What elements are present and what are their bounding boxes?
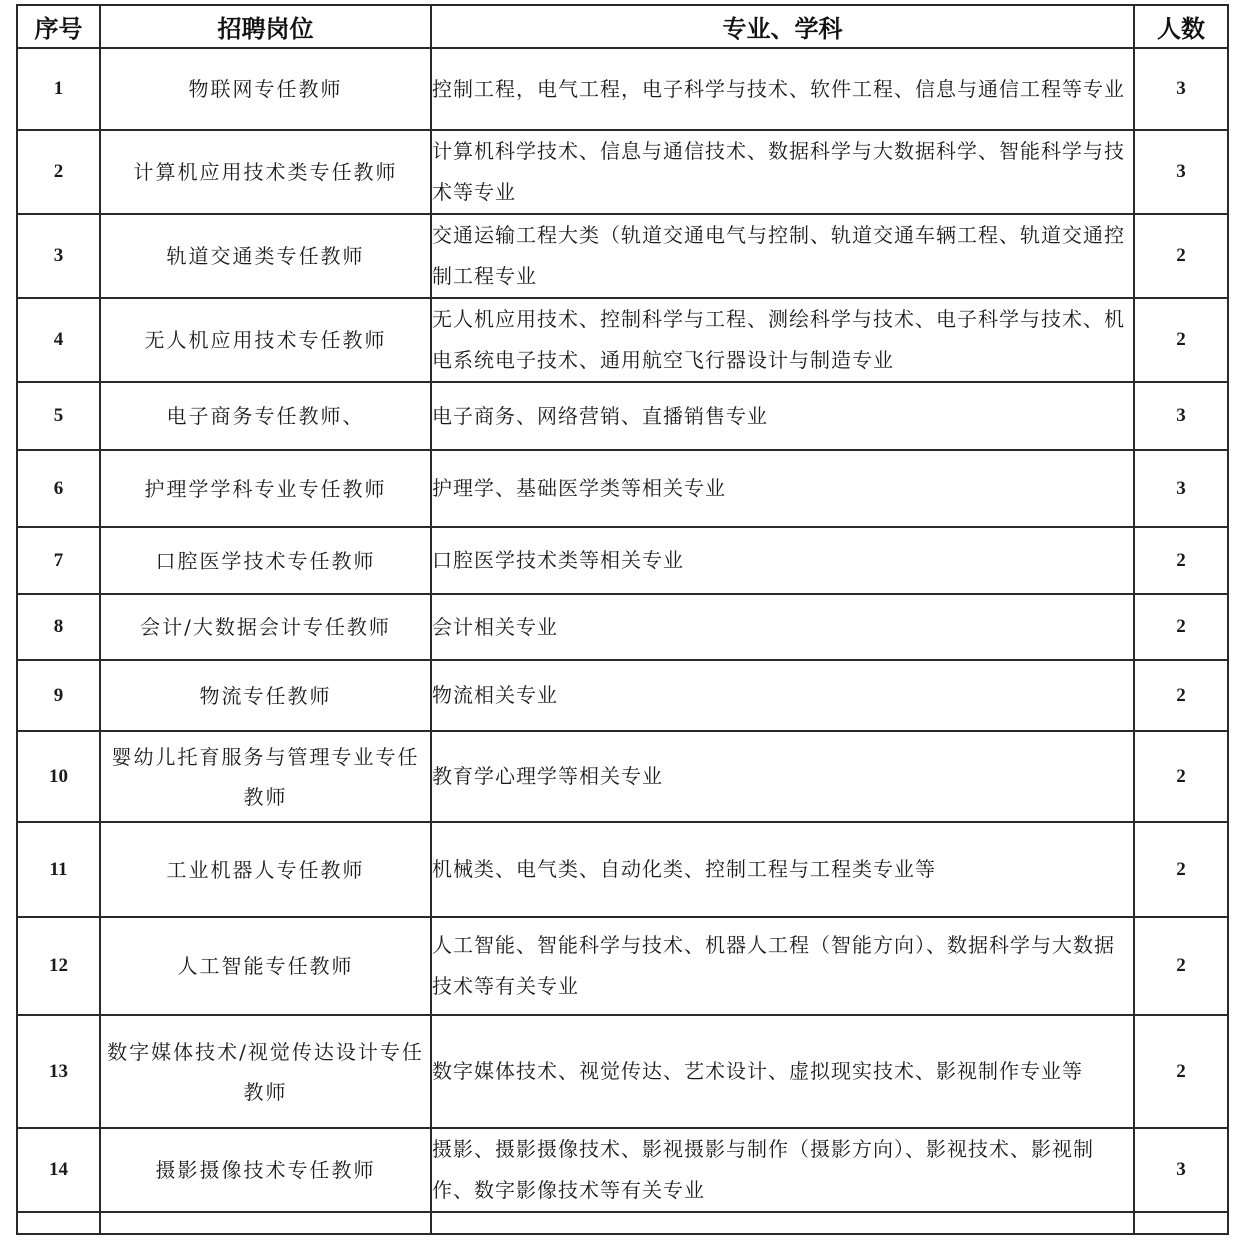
table-body	[17, 48, 1228, 1234]
table-row-continuation	[17, 1212, 1228, 1234]
row-number: 5	[17, 382, 100, 450]
row-number: 14	[17, 1128, 100, 1212]
count-cell: 2	[1134, 527, 1228, 594]
major-cell: 电子商务、网络营销、直播销售专业	[431, 382, 1134, 450]
position-cell: 轨道交通类专任教师	[100, 214, 431, 298]
table-row	[17, 450, 1228, 527]
position-cell: 婴幼儿托育服务与管理专业专任教师	[100, 731, 431, 822]
header-row	[17, 5, 1228, 48]
empty-cell	[431, 1212, 1134, 1234]
major-cell: 口腔医学技术类等相关专业	[431, 527, 1134, 594]
table-row	[17, 822, 1228, 917]
position-cell: 数字媒体技术/视觉传达设计专任教师	[100, 1015, 431, 1128]
count-cell: 2	[1134, 917, 1228, 1015]
row-number: 1	[17, 48, 100, 130]
major-cell: 交通运输工程大类（轨道交通电气与控制、轨道交通车辆工程、轨道交通控制工程专业	[431, 214, 1134, 298]
table-row	[17, 917, 1228, 1015]
row-number: 2	[17, 130, 100, 214]
header-position: 招聘岗位	[100, 5, 431, 48]
position-cell: 会计/大数据会计专任教师	[100, 594, 431, 660]
position-cell: 护理学学科专业专任教师	[100, 450, 431, 527]
row-number: 13	[17, 1015, 100, 1128]
recruitment-table	[16, 4, 1229, 1235]
row-number: 8	[17, 594, 100, 660]
row-number: 11	[17, 822, 100, 917]
row-number: 7	[17, 527, 100, 594]
table-row	[17, 731, 1228, 822]
major-cell: 人工智能、智能科学与技术、机器人工程（智能方向）、数据科学与大数据技术等有关专业	[431, 917, 1134, 1015]
row-number: 9	[17, 660, 100, 731]
position-cell: 物联网专任教师	[100, 48, 431, 130]
row-number: 4	[17, 298, 100, 382]
empty-cell	[17, 1212, 100, 1234]
header-count: 人数	[1134, 5, 1228, 48]
table-row	[17, 382, 1228, 450]
major-cell: 计算机科学技术、信息与通信技术、数据科学与大数据科学、智能科学与技术等专业	[431, 130, 1134, 214]
position-cell: 摄影摄像技术专任教师	[100, 1128, 431, 1212]
count-cell: 3	[1134, 382, 1228, 450]
position-cell: 人工智能专任教师	[100, 917, 431, 1015]
table-row	[17, 1015, 1228, 1128]
empty-cell	[100, 1212, 431, 1234]
row-number: 10	[17, 731, 100, 822]
position-cell: 工业机器人专任教师	[100, 822, 431, 917]
count-cell: 2	[1134, 1015, 1228, 1128]
count-cell: 2	[1134, 594, 1228, 660]
row-number: 6	[17, 450, 100, 527]
major-cell: 无人机应用技术、控制科学与工程、测绘科学与技术、电子科学与技术、机电系统电子技术、通用航空飞行器设计与制造专业	[431, 298, 1134, 382]
count-cell: 3	[1134, 450, 1228, 527]
count-cell: 2	[1134, 660, 1228, 731]
count-cell: 3	[1134, 130, 1228, 214]
count-cell: 2	[1134, 214, 1228, 298]
table-row	[17, 594, 1228, 660]
major-cell: 数字媒体技术、视觉传达、艺术设计、虚拟现实技术、影视制作专业等	[431, 1015, 1134, 1128]
count-cell: 2	[1134, 822, 1228, 917]
table-row	[17, 298, 1228, 382]
table-row	[17, 130, 1228, 214]
table-row	[17, 214, 1228, 298]
count-cell: 2	[1134, 298, 1228, 382]
count-cell: 3	[1134, 1128, 1228, 1212]
position-cell: 无人机应用技术专任教师	[100, 298, 431, 382]
position-cell: 计算机应用技术类专任教师	[100, 130, 431, 214]
major-cell: 会计相关专业	[431, 594, 1134, 660]
major-cell: 机械类、电气类、自动化类、控制工程与工程类专业等	[431, 822, 1134, 917]
table-row	[17, 527, 1228, 594]
major-cell: 护理学、基础医学类等相关专业	[431, 450, 1134, 527]
major-cell: 教育学心理学等相关专业	[431, 731, 1134, 822]
table-row	[17, 48, 1228, 130]
position-cell: 电子商务专任教师、	[100, 382, 431, 450]
major-cell: 摄影、摄影摄像技术、影视摄影与制作（摄影方向）、影视技术、影视制作、数字影像技术等有关专业	[431, 1128, 1134, 1212]
position-cell: 物流专任教师	[100, 660, 431, 731]
major-cell: 物流相关专业	[431, 660, 1134, 731]
row-number: 12	[17, 917, 100, 1015]
major-cell: 控制工程，电气工程，电子科学与技术、软件工程、信息与通信工程等专业	[431, 48, 1134, 130]
count-cell: 3	[1134, 48, 1228, 130]
row-number: 3	[17, 214, 100, 298]
position-cell: 口腔医学技术专任教师	[100, 527, 431, 594]
count-cell: 2	[1134, 731, 1228, 822]
table-row	[17, 1128, 1228, 1212]
header-no: 序号	[17, 5, 100, 48]
header-major: 专业、学科	[431, 5, 1134, 48]
empty-cell	[1134, 1212, 1228, 1234]
table-row	[17, 660, 1228, 731]
